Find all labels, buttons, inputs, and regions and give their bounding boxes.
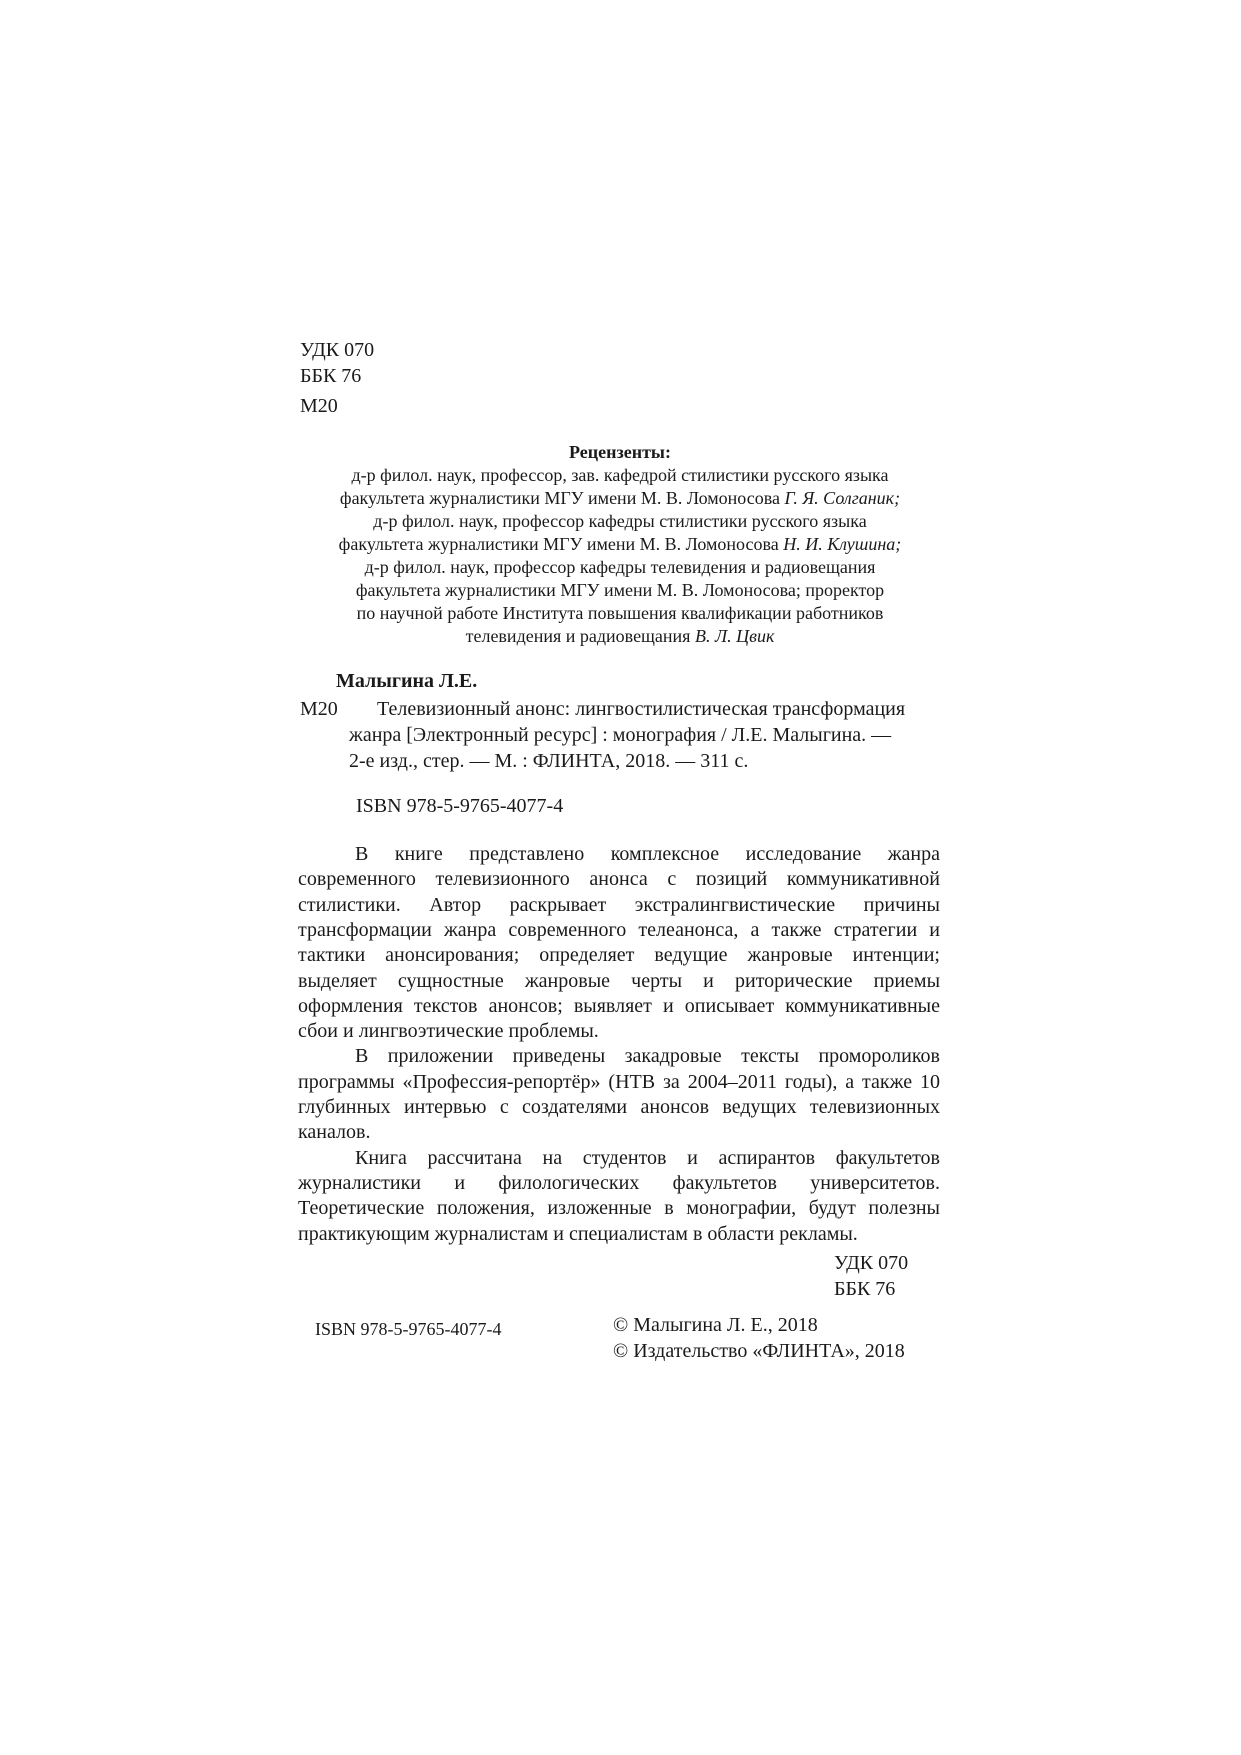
reviewer-name: Г. Я. Солганик; xyxy=(784,488,901,508)
copyright-author: © Малыгина Л. Е., 2018 xyxy=(613,1314,818,1336)
reviewer-name: Н. И. Клушина; xyxy=(783,534,902,554)
author-mark: М20 xyxy=(300,395,338,417)
abstract-line: выделяет сущностные жанровые черты и риторические приемы xyxy=(298,969,940,992)
reviewer-line-text: факультета журналистики МГУ имени М. В. Ломоносова xyxy=(338,534,784,554)
footer-udk: УДК 070 xyxy=(834,1252,909,1274)
reviewer-line-text: д-р филол. наук, профессор кафедры стилистики русского языка xyxy=(373,511,867,531)
udk-code: УДК 070 xyxy=(300,339,375,361)
reviewer-line xyxy=(300,464,940,487)
reviewer-line-text: д-р филол. наук, профессор, зав. кафедрой стилистики русского языка xyxy=(351,465,889,485)
abstract-line: журналистики и филологических факультетов университетов. xyxy=(298,1171,940,1194)
abstract-line: трансформации жанра современного телеанонса, а также стратегии и xyxy=(298,918,940,941)
reviewer-line-text: факультета журналистики МГУ имени М. В. Ломоносова xyxy=(339,488,785,508)
reviewer-line xyxy=(300,602,940,625)
abstract-line: каналов. xyxy=(298,1121,371,1144)
reviewers-list xyxy=(300,464,940,648)
bbk-code: ББК 76 xyxy=(300,365,362,387)
abstract-line: стилистики. Автор раскрывает экстралингвистические причины xyxy=(298,893,940,916)
reviewers-heading: Рецензенты: xyxy=(569,442,671,462)
reviewer-line xyxy=(300,510,940,533)
bib-title-line-2: жанра [Электронный ресурс] : монография / Л.Е. Малыгина. — xyxy=(349,724,892,746)
footer-isbn: ISBN 978-5-9765-4077-4 xyxy=(315,1319,502,1339)
reviewer-line-text: факультета журналистики МГУ имени М. В. Ломоносова; проректор xyxy=(355,580,885,600)
abstract-line: сбои и лингвоэтические проблемы. xyxy=(298,1020,599,1043)
bib-author: Малыгина Л.Е. xyxy=(336,670,478,692)
abstract-line: оформления текстов анонсов; выявляет и описывает коммуникативные xyxy=(298,994,940,1017)
reviewer-line xyxy=(300,579,940,602)
bib-title-line-1: Телевизионный анонс: лингвостилистическая трансформация xyxy=(377,698,906,720)
abstract-line: Книга рассчитана на студентов и аспирантов факультетов xyxy=(355,1146,940,1169)
reviewer-line-text: телевидения и радиовещания xyxy=(465,626,695,646)
reviewer-line xyxy=(300,556,940,579)
abstract-line: тактики анонсирования; определяет ведущие жанровые интенции; xyxy=(298,944,940,967)
abstract-line: В книге представлено комплексное исследование жанра xyxy=(355,843,940,865)
bib-title-line-3: 2-е изд., стер. — М. : ФЛИНТА, 2018. — 311 с. xyxy=(349,750,749,772)
abstract-line: глубинных интервью с создателями анонсов ведущих телевизионных xyxy=(298,1096,940,1118)
footer-bbk: ББК 76 xyxy=(834,1278,896,1300)
reviewer-name: В. Л. Цвик xyxy=(694,626,775,646)
reviewer-line-text: по научной работе Института повышения квалификации работников xyxy=(356,603,884,623)
abstract-line: В приложении приведены закадровые тексты промороликов xyxy=(355,1045,940,1068)
reviewer-line xyxy=(300,533,940,556)
reviewer-line xyxy=(300,487,940,510)
reviewer-line xyxy=(300,625,940,648)
abstract-line: Теоретические положения, изложенные в монографии, будут полезны xyxy=(298,1197,940,1220)
abstract-line: современного телевизионного анонса с позиций коммуникативной xyxy=(298,868,940,891)
reviewer-line-text: д-р филол. наук, профессор кафедры телевидения и радиовещания xyxy=(364,557,876,577)
bib-isbn: ISBN 978-5-9765-4077-4 xyxy=(356,795,564,817)
abstract-line: практикующим журналистам и специалистам в области рекламы. xyxy=(298,1222,858,1245)
copyright-publisher: © Издательство «ФЛИНТА», 2018 xyxy=(613,1340,905,1362)
bib-mark: М20 xyxy=(300,698,338,720)
abstract-line: программы «Профессия-репортёр» (НТВ за 2004–2011 годы), а также 10 xyxy=(298,1070,940,1093)
